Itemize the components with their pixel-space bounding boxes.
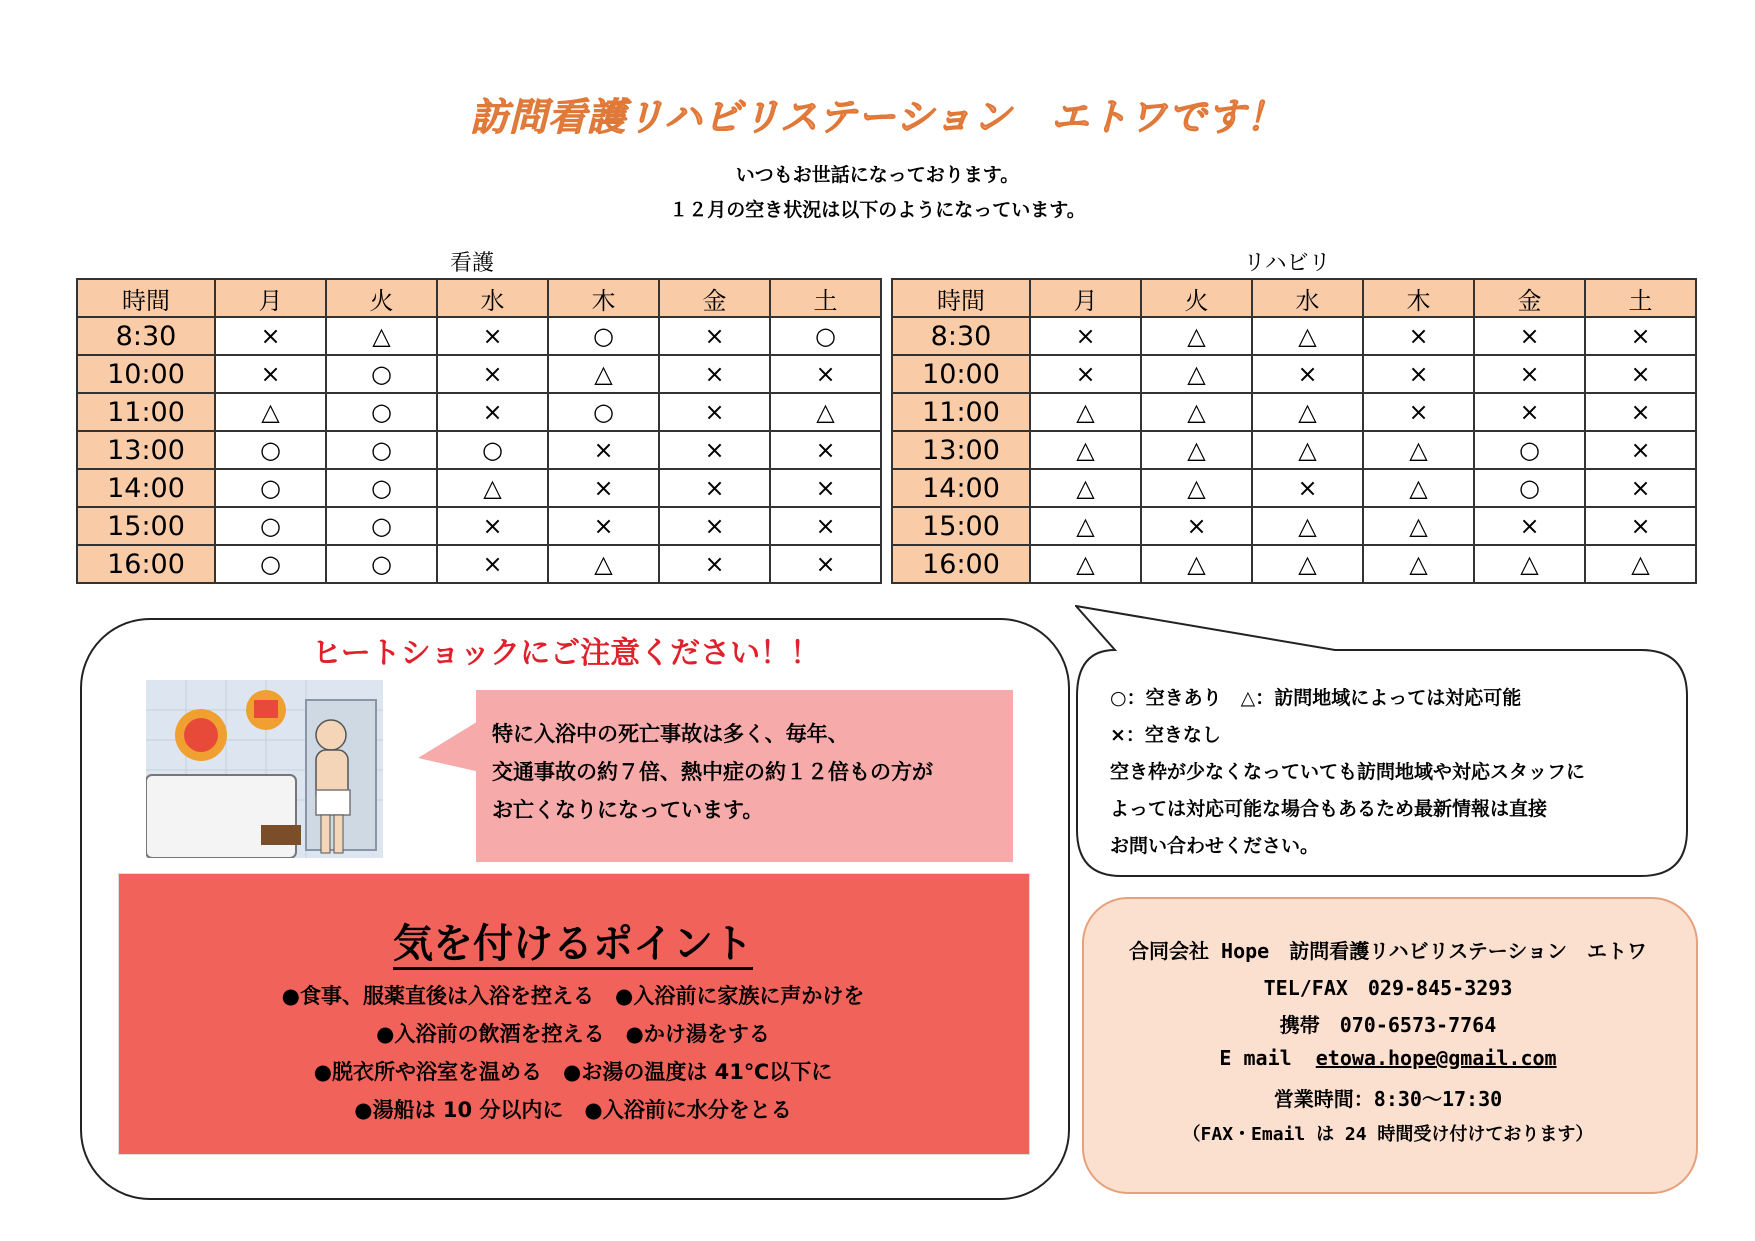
table-header-cell: 木 — [548, 279, 659, 317]
availability-cell: △ — [1141, 317, 1252, 355]
availability-cell: △ — [1363, 431, 1474, 469]
table-header-cell: 金 — [1474, 279, 1585, 317]
time-cell: 15:00 — [77, 507, 215, 545]
availability-cell: ○ — [215, 431, 326, 469]
table-row — [77, 431, 881, 469]
table-row — [77, 469, 881, 507]
availability-cell: × — [1363, 393, 1474, 431]
availability-cell: ○ — [326, 507, 437, 545]
availability-cell: × — [659, 393, 770, 431]
availability-cell: ○ — [326, 393, 437, 431]
time-cell: 13:00 — [892, 431, 1030, 469]
availability-cell: ○ — [548, 393, 659, 431]
availability-cell: △ — [1141, 545, 1252, 583]
page-title: 訪問看護リハビリステーション エトワです！ — [470, 95, 1285, 139]
availability-cell: △ — [1252, 393, 1363, 431]
availability-cell: × — [1474, 317, 1585, 355]
table-header-cell: 土 — [770, 279, 881, 317]
availability-cell: × — [659, 355, 770, 393]
time-cell: 16:00 — [77, 545, 215, 583]
availability-cell: △ — [1030, 431, 1141, 469]
contact-hours: 営業時間：8:30～17:30 — [1273, 1087, 1503, 1111]
availability-cell: △ — [1252, 317, 1363, 355]
time-cell: 11:00 — [77, 393, 215, 431]
table-header-cell: 土 — [1585, 279, 1696, 317]
time-cell: 11:00 — [892, 393, 1030, 431]
availability-cell: × — [437, 355, 548, 393]
availability-cell: × — [659, 545, 770, 583]
contact-company: 合同会社 Hope 訪問看護リハビリステーション エトワ — [1128, 939, 1647, 963]
table-row — [892, 545, 1696, 583]
availability-cell: × — [548, 507, 659, 545]
availability-cell: △ — [1363, 545, 1474, 583]
availability-cell: × — [1585, 507, 1696, 545]
table-header-cell: 月 — [1030, 279, 1141, 317]
availability-cell: △ — [1363, 507, 1474, 545]
availability-cell: × — [770, 507, 881, 545]
availability-cell: ○ — [548, 317, 659, 355]
legend-text: ○：空きあり △：訪問地域によっては対応可能 ×：空きなし 空き枠が少なくなっていても訪問地域や対応スタッフに よっては対応可能な場合もあるため最新情報は直接 お問い合わせください。 — [1110, 687, 1586, 857]
availability-cell: × — [437, 545, 548, 583]
availability-cell: × — [1252, 355, 1363, 393]
email-label: E mail — [1219, 1046, 1292, 1070]
availability-cell: × — [1141, 507, 1252, 545]
availability-cell: × — [1252, 469, 1363, 507]
time-cell: 8:30 — [892, 317, 1030, 355]
availability-cell: ○ — [215, 469, 326, 507]
availability-cell: △ — [1252, 507, 1363, 545]
availability-cell: △ — [1474, 545, 1585, 583]
availability-cell: × — [1474, 507, 1585, 545]
table-row — [892, 317, 1696, 355]
availability-cell: ○ — [215, 507, 326, 545]
availability-cell: △ — [1030, 393, 1141, 431]
greeting-text: いつもお世話になっております。 — [735, 164, 1020, 186]
availability-cell: △ — [1585, 545, 1696, 583]
contact-note: （FAX・Email は 24 時間受け付けております） — [1182, 1124, 1594, 1145]
warning-message-text: 特に入浴中の死亡事故は多く、毎年、 交通事故の約７倍、熱中症の約１２倍もの方が お亡くなりになっています。 — [492, 722, 933, 822]
time-cell: 14:00 — [77, 469, 215, 507]
table-row — [77, 545, 881, 583]
availability-cell: △ — [1030, 507, 1141, 545]
point-line: ●入浴前の飲酒を控える ●かけ湯をする — [376, 1022, 770, 1046]
availability-cell: × — [1474, 355, 1585, 393]
availability-cell: ○ — [326, 431, 437, 469]
availability-cell: △ — [1030, 469, 1141, 507]
availability-cell: ○ — [1474, 469, 1585, 507]
speech-pointer-icon — [418, 720, 480, 772]
availability-cell: × — [770, 355, 881, 393]
point-line: ●湯船は 10 分以内に ●入浴前に水分をとる — [354, 1098, 792, 1122]
availability-cell: △ — [1030, 545, 1141, 583]
table-row — [77, 393, 881, 431]
availability-cell: △ — [1252, 431, 1363, 469]
availability-cell: △ — [770, 393, 881, 431]
table-row — [77, 355, 881, 393]
table-row — [892, 431, 1696, 469]
availability-cell: × — [1585, 469, 1696, 507]
availability-cell: × — [1585, 431, 1696, 469]
availability-cell: △ — [548, 545, 659, 583]
availability-cell: × — [1363, 355, 1474, 393]
availability-cell: △ — [1141, 469, 1252, 507]
table-row — [892, 469, 1696, 507]
table-header-cell: 月 — [215, 279, 326, 317]
contact-mobile: 携帯 070-6573-7764 — [1279, 1013, 1497, 1037]
availability-cell: △ — [326, 317, 437, 355]
availability-cell: × — [437, 393, 548, 431]
availability-cell: × — [1585, 393, 1696, 431]
time-cell: 10:00 — [77, 355, 215, 393]
availability-cell: × — [548, 469, 659, 507]
availability-cell: × — [437, 317, 548, 355]
availability-cell: × — [1585, 317, 1696, 355]
nursing-schedule-table — [76, 278, 882, 584]
availability-cell: × — [1030, 355, 1141, 393]
availability-cell: ○ — [770, 317, 881, 355]
availability-cell: × — [1030, 317, 1141, 355]
email-link[interactable]: etowa.hope@gmail.com — [1315, 1046, 1557, 1070]
availability-cell: × — [1474, 393, 1585, 431]
availability-cell: ○ — [326, 545, 437, 583]
status-intro-text: １２月の空き状況は以下のようになっています。 — [669, 199, 1086, 221]
table-header-cell: 火 — [326, 279, 437, 317]
table-header-cell: 時間 — [77, 279, 215, 317]
availability-cell: △ — [1363, 469, 1474, 507]
availability-cell: × — [1585, 355, 1696, 393]
availability-cell: ○ — [326, 469, 437, 507]
table-header-cell: 時間 — [892, 279, 1030, 317]
time-cell: 16:00 — [892, 545, 1030, 583]
time-cell: 8:30 — [77, 317, 215, 355]
availability-cell: × — [215, 317, 326, 355]
availability-cell: × — [770, 469, 881, 507]
point-line: ●脱衣所や浴室を温める ●お湯の温度は 41℃以下に — [313, 1060, 833, 1084]
table-header-row — [77, 279, 881, 317]
availability-cell: △ — [1252, 545, 1363, 583]
time-cell: 10:00 — [892, 355, 1030, 393]
table-row — [77, 317, 881, 355]
availability-cell: × — [770, 545, 881, 583]
time-cell: 14:00 — [892, 469, 1030, 507]
rehab-table-caption: リハビリ — [1243, 251, 1331, 276]
point-line: ●食事、服薬直後は入浴を控える ●入浴前に家族に声かけを — [281, 984, 865, 1008]
availability-cell: △ — [548, 355, 659, 393]
availability-cell: ○ — [1474, 431, 1585, 469]
table-row — [892, 355, 1696, 393]
availability-cell: △ — [215, 393, 326, 431]
availability-cell: △ — [1141, 393, 1252, 431]
availability-cell: × — [659, 507, 770, 545]
availability-cell: × — [548, 431, 659, 469]
time-cell: 15:00 — [892, 507, 1030, 545]
contact-tel-fax: TEL/FAX 029-845-3293 — [1263, 976, 1513, 1000]
table-header-row — [892, 279, 1696, 317]
availability-cell: × — [659, 469, 770, 507]
availability-cell: ○ — [437, 431, 548, 469]
table-row — [892, 393, 1696, 431]
availability-cell: × — [1363, 317, 1474, 355]
availability-cell: △ — [1141, 431, 1252, 469]
bath-illustration-icon — [146, 680, 383, 858]
availability-cell: ○ — [215, 545, 326, 583]
availability-cell: △ — [437, 469, 548, 507]
table-header-cell: 水 — [1252, 279, 1363, 317]
table-header-cell: 火 — [1141, 279, 1252, 317]
points-title: 気を付けるポイント — [118, 912, 1028, 969]
availability-cell: × — [770, 431, 881, 469]
table-row — [77, 507, 881, 545]
time-cell: 13:00 — [77, 431, 215, 469]
table-header-cell: 金 — [659, 279, 770, 317]
table-header-cell: 水 — [437, 279, 548, 317]
availability-cell: △ — [1141, 355, 1252, 393]
availability-cell: × — [437, 507, 548, 545]
heat-shock-title: ヒートショックにご注意ください！！ — [311, 636, 821, 671]
table-header-cell: 木 — [1363, 279, 1474, 317]
availability-cell: × — [659, 431, 770, 469]
nursing-table-caption: 看護 — [449, 251, 494, 276]
contact-email — [1082, 1046, 1694, 1070]
availability-cell: × — [659, 317, 770, 355]
rehab-schedule-table — [891, 278, 1697, 584]
table-row — [892, 507, 1696, 545]
availability-cell: ○ — [326, 355, 437, 393]
availability-cell: × — [215, 355, 326, 393]
